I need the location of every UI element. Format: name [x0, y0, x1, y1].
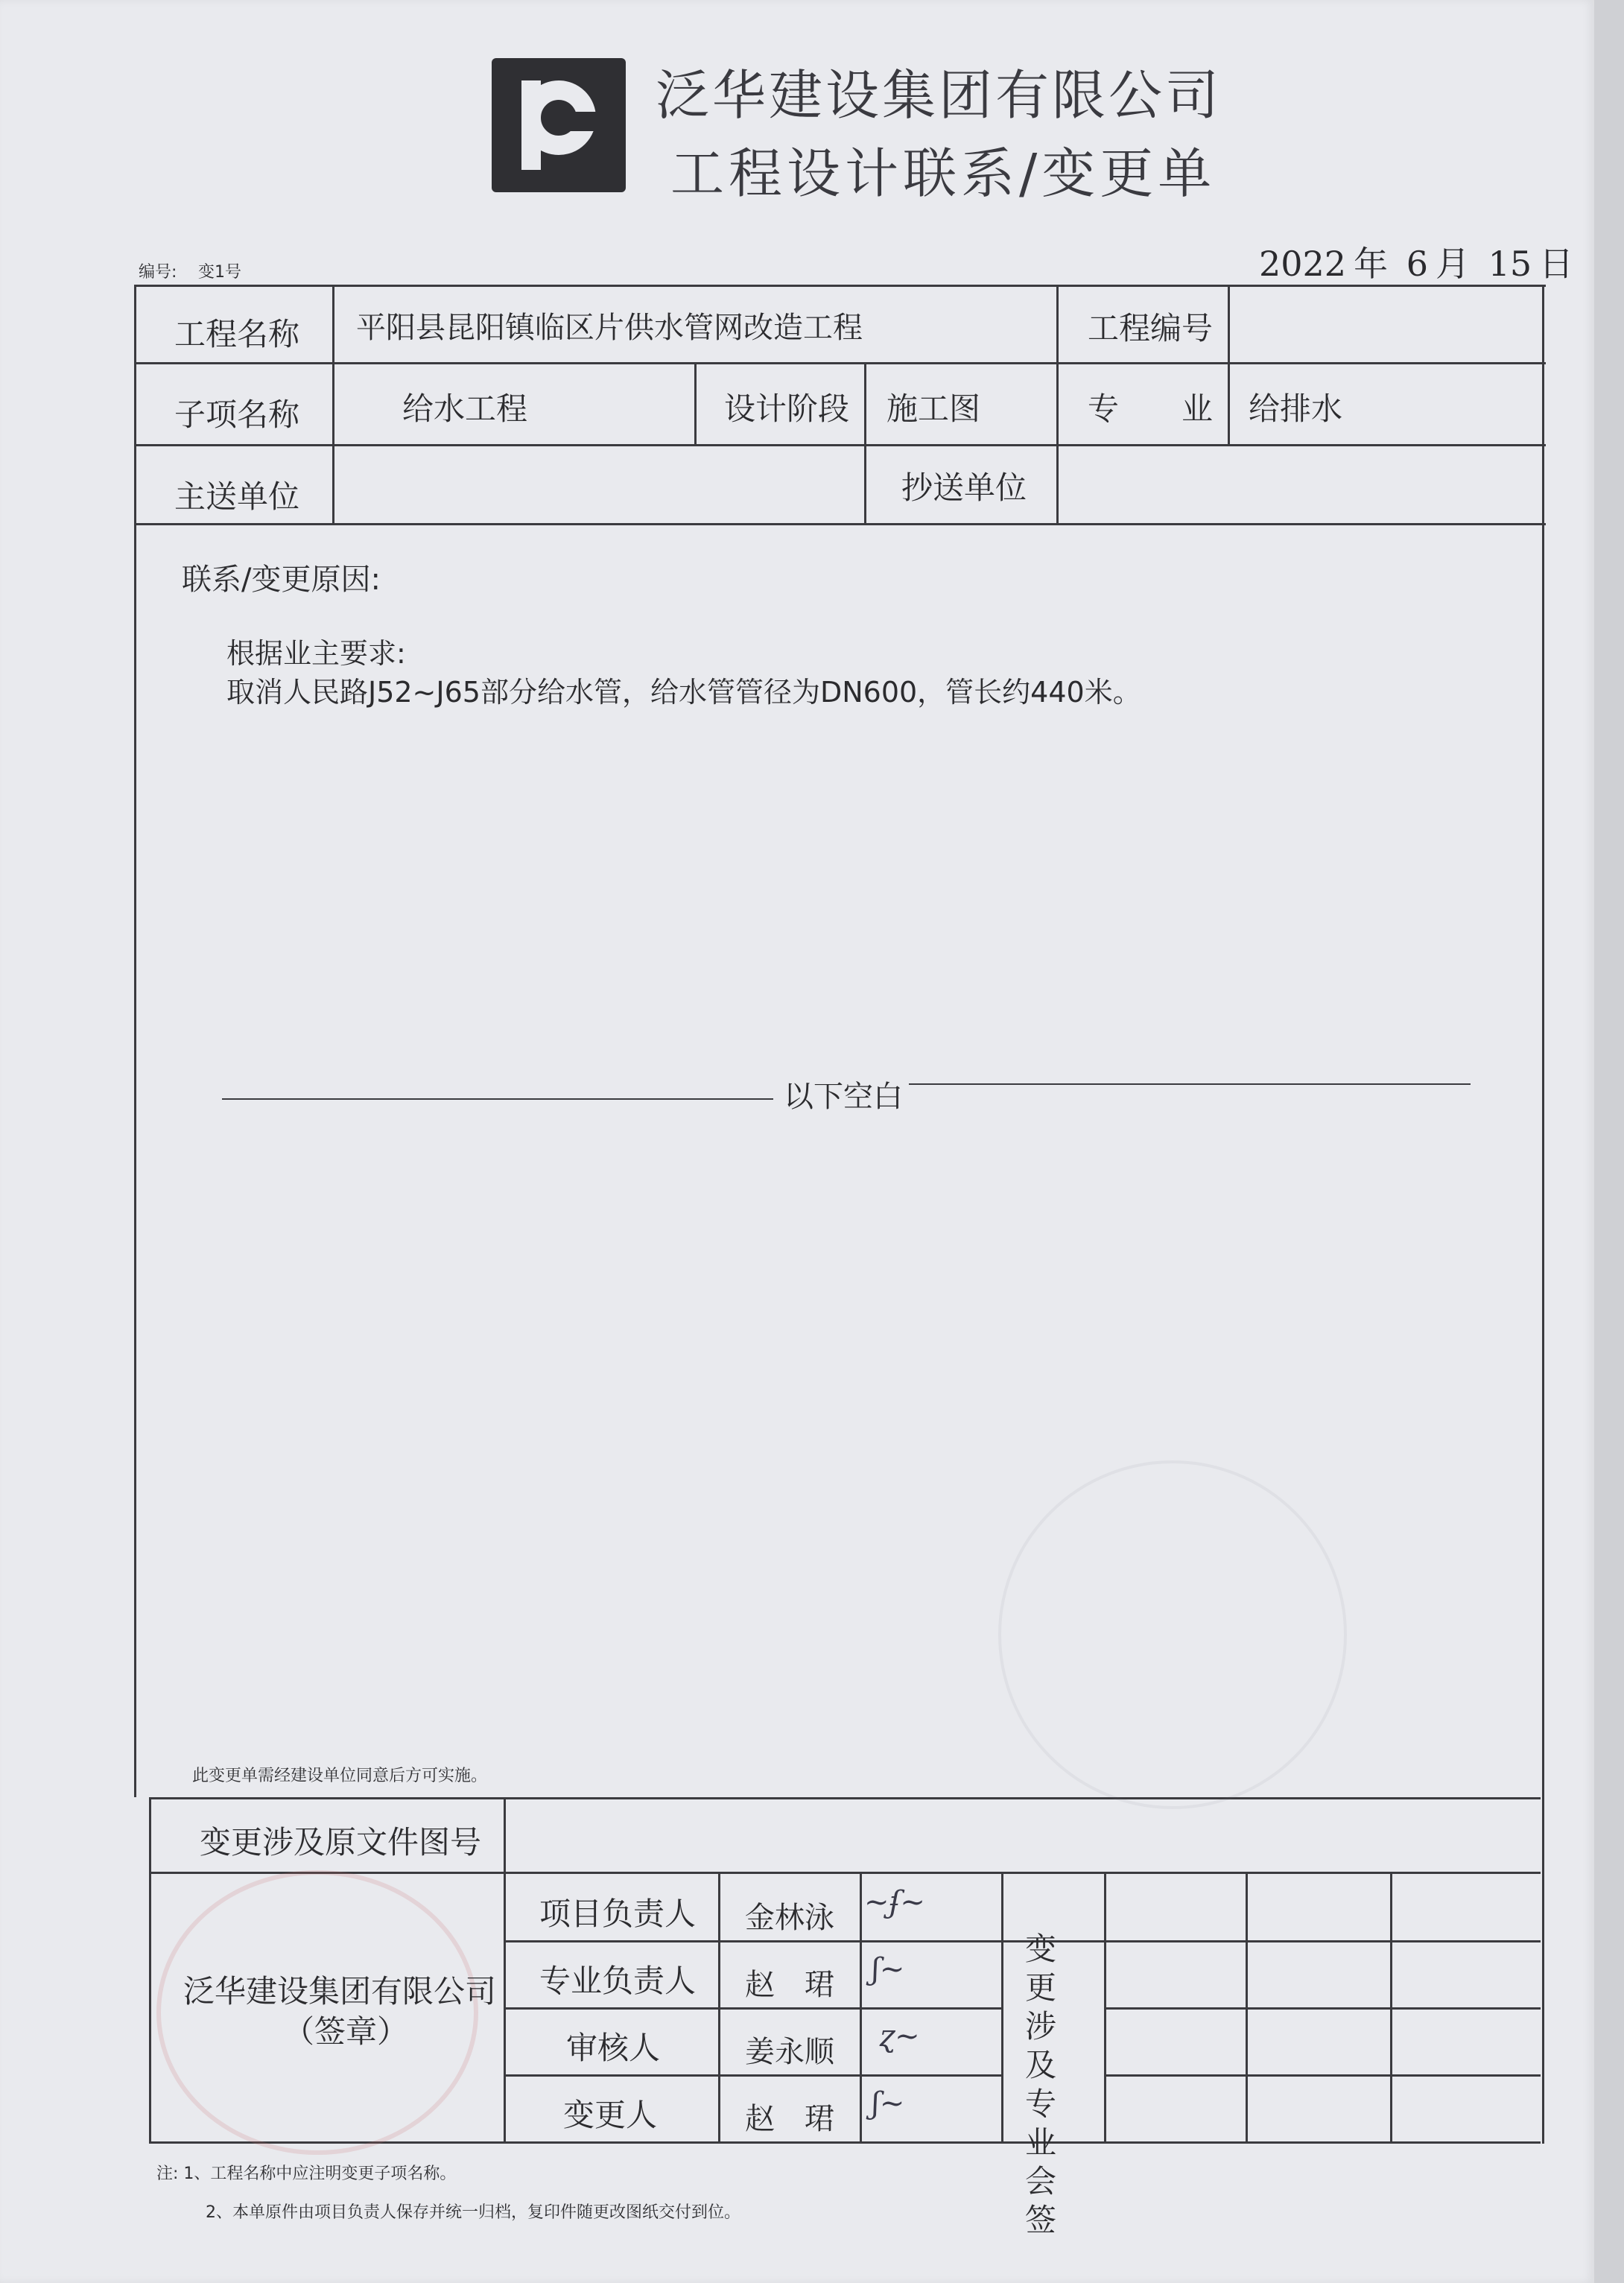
discipline-label: 专 业: [1088, 390, 1214, 427]
reason-label: 联系/变更原因:: [182, 563, 381, 597]
background-seal-impression: [998, 1460, 1347, 1809]
role-discipline-leader: 专业负责人: [539, 1963, 697, 1999]
name-reviewer: 姜永顺: [745, 2035, 834, 2069]
reason-line-1: 根据业主要求:: [226, 637, 406, 670]
name-discipline-leader: 赵 珺: [745, 1968, 834, 2002]
design-stage-label: 设计阶段: [724, 390, 850, 427]
form-title: 工程设计联系/变更单: [670, 142, 1217, 205]
date-year-unit: 年: [1354, 244, 1389, 284]
serial-value: 变1号: [198, 263, 241, 282]
form-date: [1259, 237, 1581, 286]
project-no-label: 工程编号: [1088, 310, 1214, 346]
company-logo: [492, 58, 626, 192]
signature-discipline-leader: ʃ~: [872, 1952, 905, 1986]
note-1: 注: 1、工程名称中应注明变更子项名称。: [156, 2165, 457, 2183]
date-year: 2022: [1259, 244, 1347, 284]
role-reviewer: 审核人: [566, 2030, 661, 2066]
cc-label: 抄送单位: [901, 469, 1027, 506]
name-project-leader: 金林泳: [745, 1901, 834, 1935]
company-sign-name: 泛华建设集团有限公司: [183, 1973, 497, 2010]
design-stage-value: 施工图: [886, 390, 981, 427]
company-seal-label: （签章）: [283, 2013, 409, 2050]
blank-rule-right: [909, 1083, 1471, 1085]
date-month-unit: 月: [1435, 244, 1470, 284]
countersign-label: 变更涉及专业会签: [1025, 1931, 1057, 2238]
signature-reviewer: ɀ~: [879, 2019, 920, 2054]
serial-label: 编号:: [139, 263, 177, 282]
blank-marker: 以下空白: [784, 1080, 903, 1114]
blank-rule-left: [222, 1098, 773, 1100]
date-month: 6: [1406, 244, 1428, 284]
project-name-value: 平阳县昆阳镇临区片供水管网改造工程: [356, 311, 863, 345]
implementation-note: 此变更单需经建设单位同意后方可实施。: [192, 1767, 488, 1785]
date-day-unit: 日: [1539, 244, 1574, 284]
reason-line-2: 取消人民路J52~J65部分给水管，给水管管径为DN600，管长约440米。: [226, 676, 1141, 709]
note-2: 2、本单原件由项目负责人保存并统一归档，复印件随更改图纸交付到位。: [206, 2203, 740, 2222]
project-name-label: 工程名称: [174, 316, 300, 352]
sub-item-value: 给水工程: [402, 390, 528, 427]
discipline-value: 给排水: [1249, 390, 1343, 427]
signature-project-leader: ~ʄ~: [864, 1885, 925, 1919]
date-day: 15: [1488, 244, 1532, 284]
company-name: 泛华建设集团有限公司: [656, 64, 1222, 127]
related-docs-label: 变更涉及原文件图号: [200, 1824, 482, 1861]
role-project-leader: 项目负责人: [539, 1896, 697, 1932]
role-changer: 变更人: [563, 2097, 658, 2133]
name-changer: 赵 珺: [745, 2102, 834, 2136]
sub-item-label: 子项名称: [174, 396, 300, 433]
signature-changer: ʃ~: [872, 2086, 905, 2121]
main-recipient-label: 主送单位: [174, 478, 300, 515]
